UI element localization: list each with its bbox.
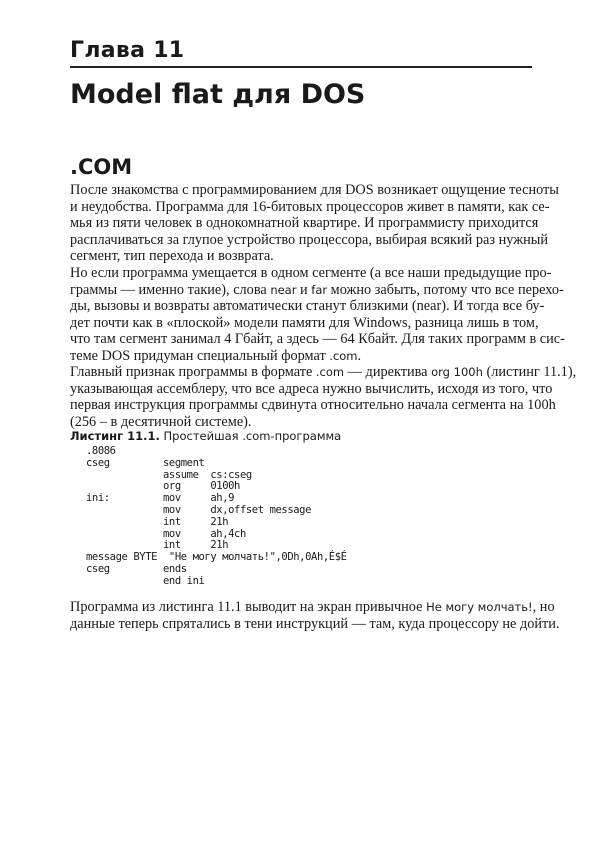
text-run: , но [532, 599, 555, 615]
text-line [70, 265, 552, 282]
chapter-heading: Глава 11 [70, 38, 185, 63]
text-run: Но если программа умещается в одном сегменте (а все наши предыдущие про- [70, 265, 552, 281]
inline-code: near [270, 282, 297, 297]
inline-code: .com [315, 365, 345, 379]
text-run: теме DOS придуман специальный формат [70, 347, 330, 364]
paragraph-1 [70, 182, 559, 265]
text-line [70, 397, 556, 414]
text-line [70, 298, 545, 315]
text-run: граммы — именно такие), слова [70, 281, 271, 298]
text-run: можно забыть, потому что все перехо- [327, 281, 564, 298]
text-line [70, 215, 539, 232]
text-run: что там сегмент занимал 4 Гбайт, а здесь — 64 Кбайт. Для таких программ в сис- [70, 331, 565, 347]
inline-code: Не могу молчать! [426, 600, 533, 614]
text-run: — директива [344, 364, 432, 380]
text-run: (256 – в десятичной системе). [70, 413, 252, 430]
code-line: int 21h [86, 539, 229, 552]
text-line [70, 314, 539, 332]
text-line [70, 248, 530, 265]
text-run: После знакомства с программированием для DOS возникает ощущение тесноты [70, 182, 559, 198]
code-line: org 0100h [86, 480, 240, 493]
code-line: mov dx,offset message [86, 503, 312, 516]
page-title: Model flat для DOS [70, 79, 366, 110]
text-line [70, 380, 553, 398]
code-line: int 21h [86, 515, 229, 528]
inline-code: far [311, 282, 328, 297]
text-run: расплачиваться за глупое устройство процессора, выбирая всякий раз нужный [70, 231, 548, 248]
text-run: и неудобства. Программа для 16-битовых процессоров живет в памяти, как се- [70, 198, 550, 215]
paragraph-2 [70, 265, 565, 364]
section-heading: .COM [70, 155, 133, 179]
code-listing [86, 446, 347, 588]
text-run: мья из пяти человек в однокомнатной квартире. И программисту приходится [70, 215, 539, 231]
text-line [70, 348, 530, 365]
text-run: Программа из листинга 11.1 выводит на экран привычное [70, 599, 427, 615]
text-run: данные теперь спрятались в тени инструкций — там, куда процессору не дойти. [70, 615, 560, 632]
code-line: end ini [86, 574, 205, 587]
code-line: assume cs:cseg [86, 468, 252, 481]
text-run: (листинг 11.1), [482, 364, 577, 380]
text-line [70, 331, 565, 348]
inline-code: .com [329, 348, 358, 363]
text-line [70, 615, 560, 633]
text-line [70, 414, 530, 431]
listing-caption [70, 430, 341, 443]
text-run: . [357, 347, 362, 364]
chapter-rule [70, 66, 532, 68]
listing-caption-text: Простейшая .com-программа [163, 429, 342, 443]
code-line: ini: mov ah,9 [86, 492, 235, 505]
text-run: указывающая ассемблеру, что все адреса нужно вычислить, исходя из того, что [70, 380, 553, 397]
text-run: Главный признак программы в формате [70, 364, 316, 380]
text-run: и [296, 281, 312, 298]
paragraph-3 [70, 364, 577, 430]
inline-code: org 100h [431, 365, 483, 379]
text-line [70, 599, 555, 616]
text-run: дет почти как в «плоской» модели памяти для Windows, разница лишь в том, [70, 314, 539, 331]
code-line: message BYTE "Не могу молчать!",0Dh,0Ah,É$É [86, 551, 347, 564]
paragraph-4 [70, 599, 560, 632]
text-run: ды, вызовы и возвраты автоматически станут близкими (near). И тогда все бу- [70, 298, 545, 314]
code-line: cseg ends [86, 562, 187, 575]
text-line [70, 182, 559, 199]
text-line [70, 198, 550, 216]
text-line [70, 281, 564, 299]
text-run: сегмент, тип перехода и возврата. [70, 248, 274, 264]
code-line: mov ah,4ch [86, 527, 246, 540]
text-line [70, 231, 548, 249]
text-line [70, 364, 577, 381]
listing-label: Листинг 11.1. [70, 429, 160, 443]
code-line: cseg segment [86, 456, 205, 469]
code-line: .8086 [86, 445, 116, 457]
text-run: первая инструкция программы сдвинута относительно начала сегмента на 100h [70, 397, 556, 413]
